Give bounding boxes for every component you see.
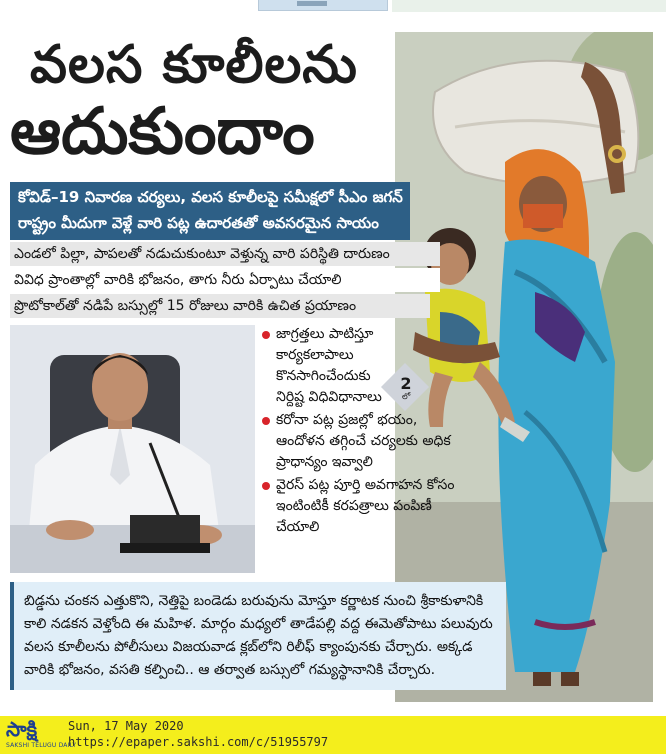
caption-line: వలస కూలీలను పోలీసులు విజయవాడ క్లబ్‌లోని రిలీఫ్‌ క్యాంపునకు చేర్చారు. అక్కడ bbox=[24, 639, 473, 655]
bullet-dot-icon bbox=[262, 482, 270, 490]
bullet-item bbox=[262, 324, 398, 408]
edition-url[interactable]: https://epaper.sakshi.com/c/51955797 bbox=[68, 735, 329, 749]
page-reference-suffix: లో bbox=[402, 392, 411, 401]
caption-line: కాలి నడకన వెళ్తోంది ఈ మహిళ. మార్గం మధ్యలో తాడేపల్లి వద్ద ఈమెతోపాటు పలువురు bbox=[24, 616, 493, 632]
subhead-line-2: రాష్ట్రం మీదుగా వెళ్లే వారి పట్ల ఉదారతతో అవసరమైన సాయం bbox=[18, 214, 379, 232]
page-reference-number: 2 bbox=[400, 374, 412, 393]
top-tab-2 bbox=[392, 0, 666, 12]
bullet-text: వైరస్‌ పట్ల పూర్తి అవగాహన కోసం ఇంటింటికీ కరపత్రాలు పంపిణీ చేయాలి bbox=[276, 477, 455, 535]
headline-line-1: వలస కూలీలను bbox=[30, 35, 358, 95]
info-row: వివిధ ప్రాంతాల్లో వారికి భోజనం, తాగు నీరు ఏర్పాటు చేయాలి bbox=[10, 268, 440, 292]
bullet-text: కరోనా పట్ల ప్రజల్లో భయం, ఆందోళన తగ్గించే చర్యలకు అధిక ప్రాధాన్యం ఇవ్వాలి bbox=[276, 412, 451, 470]
info-row: ఎండలో పిల్లా, పాపలతో నడుచుకుంటూ వెళ్తున్న వారి పరిస్థితి దారుణం bbox=[10, 242, 440, 266]
caption-line: బిడ్డను చంకన ఎత్తుకొని, నెత్తిపై బండెడు బరువును మోస్తూ కర్ణాటక నుంచి శ్రీకాకుళానికి bbox=[24, 593, 484, 609]
subhead-bar bbox=[10, 182, 410, 240]
bullet-dot-icon bbox=[262, 331, 270, 339]
sakshi-logo-subtext: SAKSHI TELUGU DAILY bbox=[6, 742, 77, 749]
bullet-dot-icon bbox=[262, 417, 270, 425]
top-tab bbox=[258, 0, 388, 11]
bullet-item bbox=[262, 475, 461, 538]
bullet-item bbox=[262, 410, 461, 473]
caption-line: వారికి భోజనం, వసతి కల్పించి.. ఆ తర్వాత బస్సులో గమ్యస్థానానికి చేర్చారు. bbox=[24, 662, 436, 678]
headline-line-2: ఆదుకుందాం bbox=[10, 95, 315, 169]
edition-date: Sun, 17 May 2020 bbox=[68, 719, 184, 733]
photo-caption bbox=[10, 582, 506, 690]
chief-minister-photo bbox=[10, 325, 255, 573]
sakshi-logo: సాక్షి bbox=[6, 717, 38, 741]
bullet-list bbox=[262, 324, 455, 540]
info-row: ప్రొటోకాల్‌తో నడిపే బస్సుల్లో 15 రోజులు వారికి ఉచిత ప్రయాణం bbox=[10, 294, 430, 318]
bullet-text: జాగ్రత్తలు పాటిస్తూ కార్యకలాపాలు కొనసాగించేందుకు నిర్దిష్ట విధివిధానాలు bbox=[276, 326, 382, 405]
subhead-line-1: కోవిడ్‌–19 నివారణ చర్యలు, వలస కూలీలపై సమీక్షలో సీఎం జగన్‌ bbox=[18, 188, 403, 206]
